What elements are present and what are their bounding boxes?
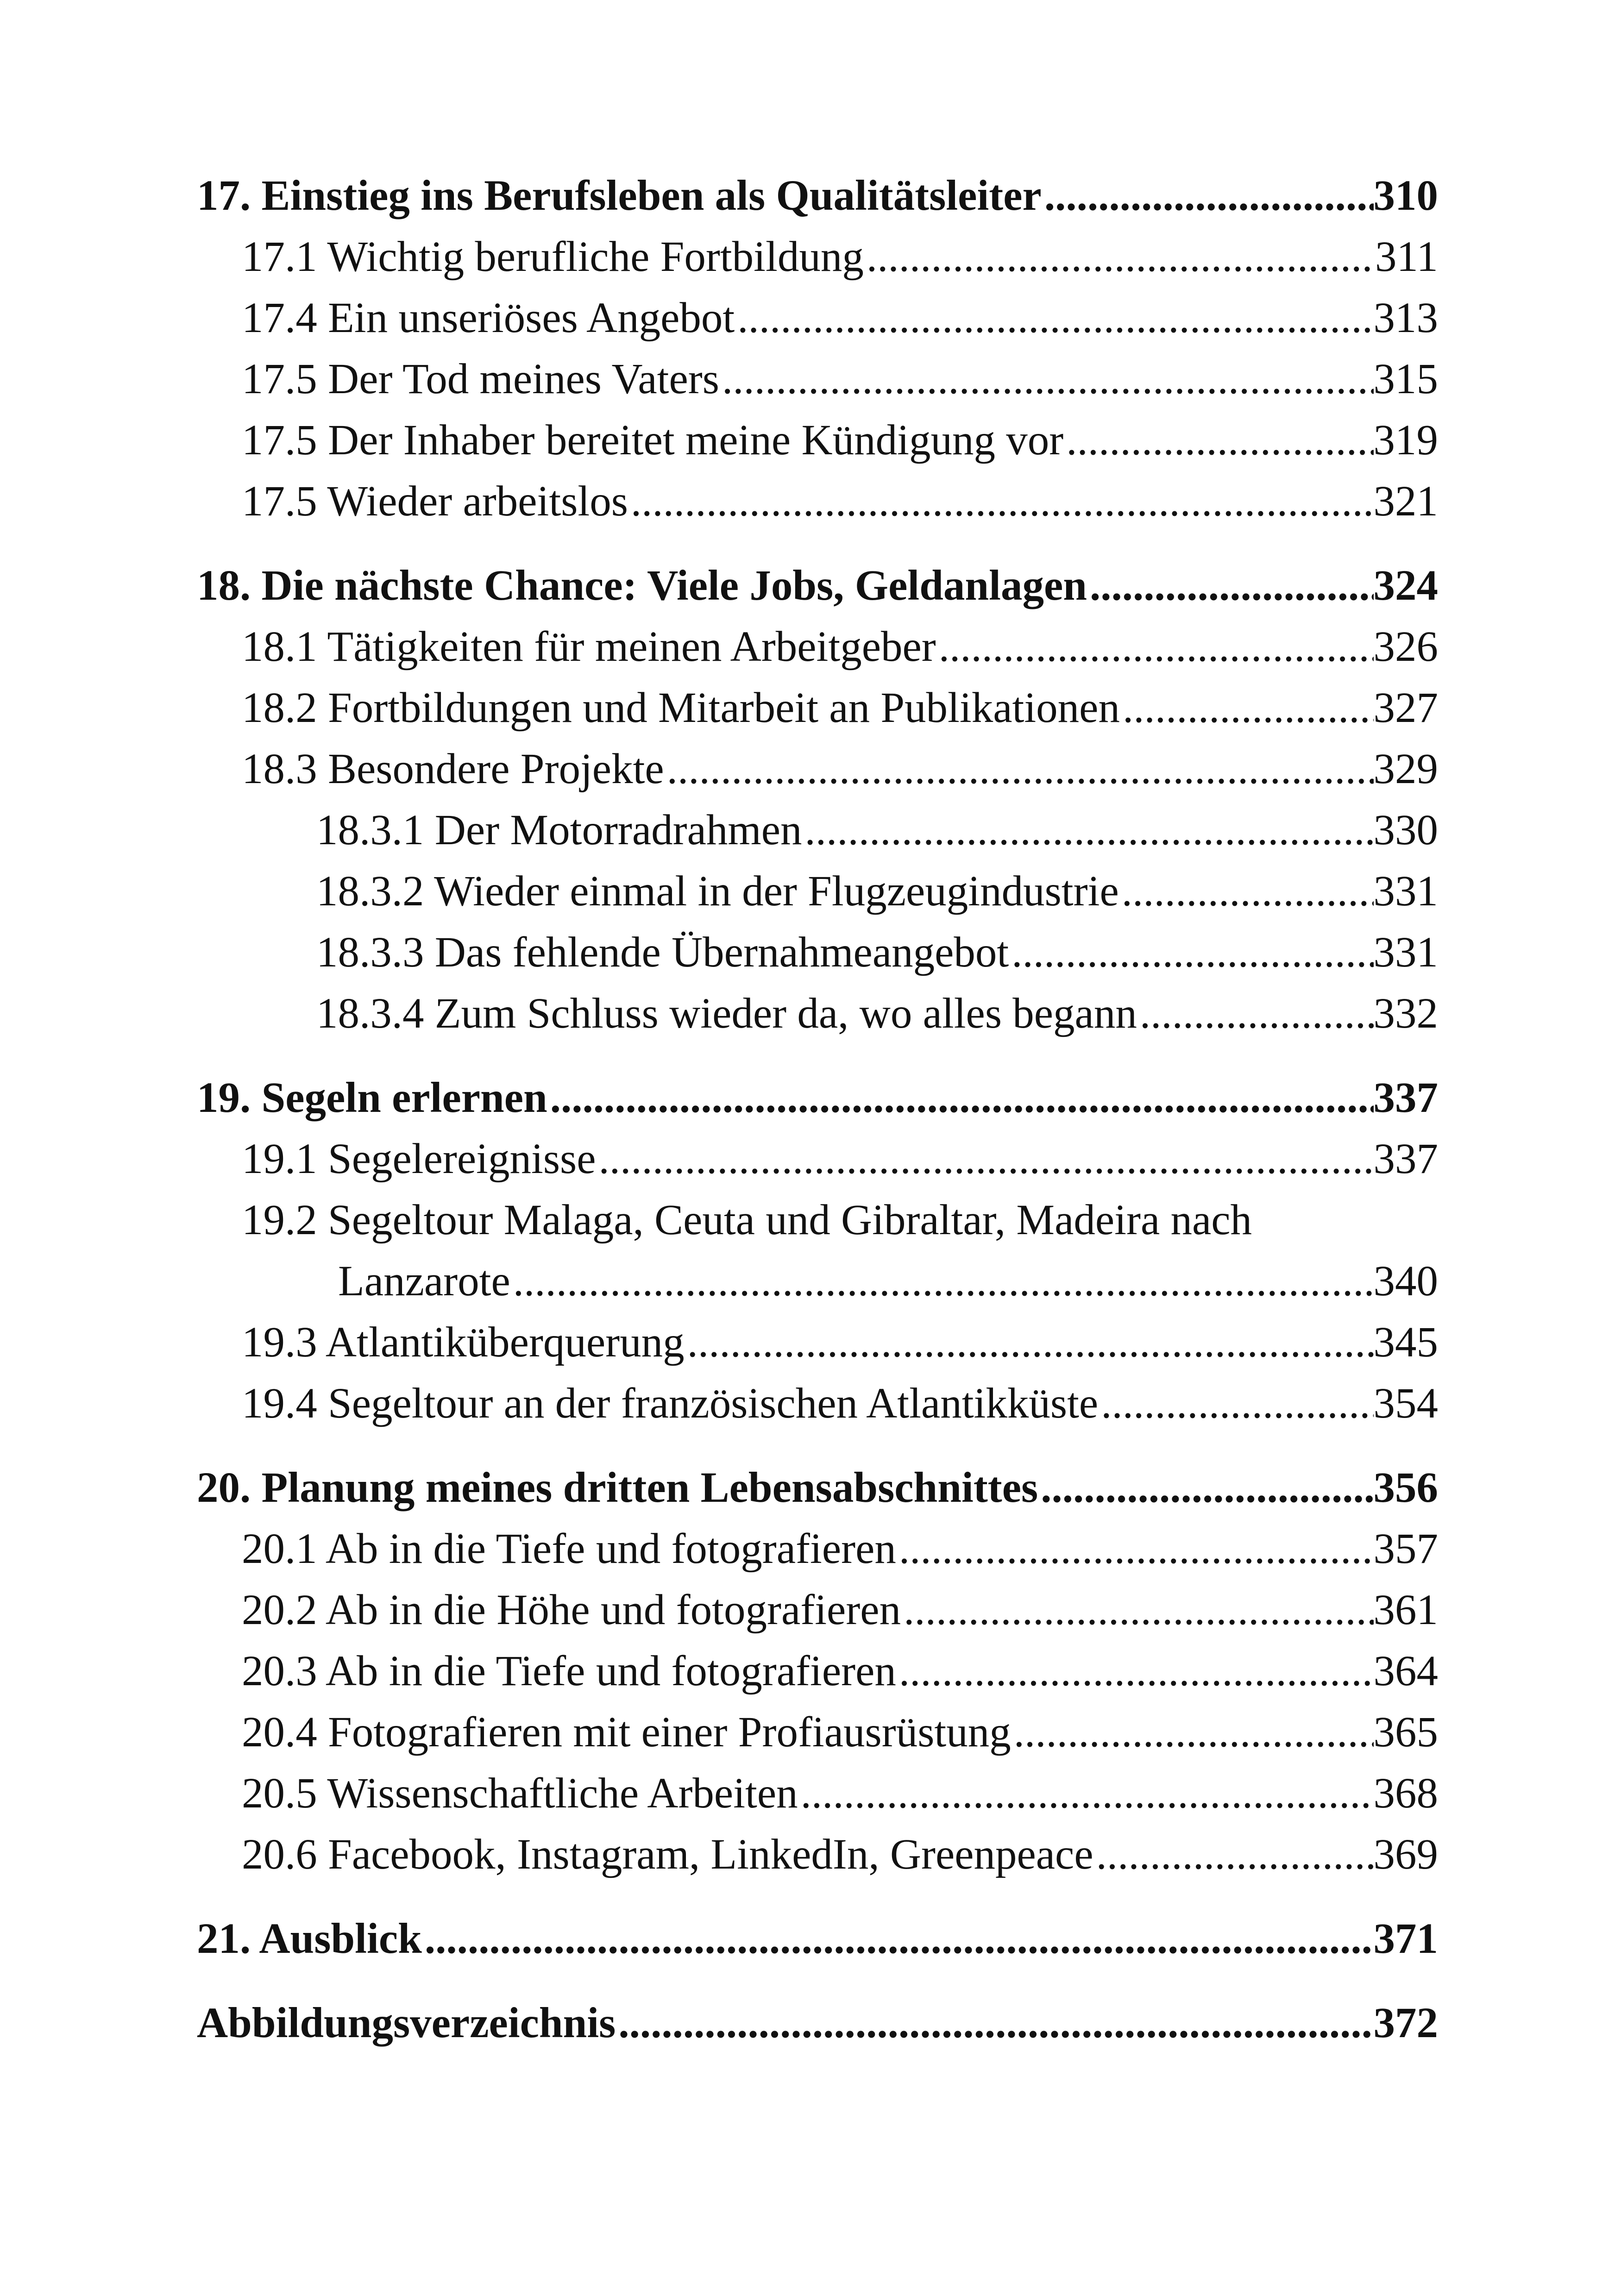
toc-page-number: 331 — [1373, 867, 1438, 915]
toc-entry-label: 20.5 Wissenschaftliche Arbeiten — [242, 1769, 798, 1817]
toc-entry-label: 18. Die nächste Chance: Viele Jobs, Geldanlagen — [197, 562, 1087, 609]
toc-entry-list-of-figures[interactable] — [0, 1998, 1621, 2049]
toc-entry-label: 19.4 Segeltour an der französischen Atlantikküste — [242, 1380, 1099, 1427]
toc-entry-section-20-3[interactable] — [0, 1646, 1621, 1697]
toc-page-number: 345 — [1373, 1318, 1438, 1366]
toc-entry-section-17-1[interactable] — [0, 232, 1621, 282]
dot-leader — [1038, 1462, 1373, 1513]
toc-page-number: 337 — [1373, 1135, 1438, 1183]
toc-page-number: 326 — [1373, 623, 1438, 671]
toc-page-number: 368 — [1373, 1769, 1438, 1817]
toc-page-number: 313 — [1373, 294, 1438, 342]
toc-page-number: 371 — [1373, 1915, 1438, 1963]
dot-leader — [896, 1646, 1374, 1697]
toc-entry-label: 18.3.4 Zum Schluss wieder da, wo alles begann — [316, 990, 1137, 1037]
toc-entry-label: 18.3.3 Das fehlende Übernahmeangebot — [316, 928, 1009, 976]
toc-entry-section-18-2[interactable] — [0, 683, 1621, 734]
toc-entry-label: 18.3 Besondere Projekte — [242, 745, 664, 793]
toc-entry-chapter-20[interactable] — [0, 1462, 1621, 1513]
toc-page-number: 361 — [1373, 1586, 1438, 1634]
toc-entry-label: 18.2 Fortbildungen und Mitarbeit an Publikationen — [242, 684, 1120, 732]
dot-leader — [1087, 560, 1374, 611]
toc-page-number: 354 — [1373, 1380, 1438, 1427]
dot-leader — [798, 1768, 1374, 1819]
toc-entry-label: Abbildungsverzeichnis — [197, 1999, 616, 2047]
toc-page-number: 311 — [1375, 233, 1438, 281]
toc-entry-label: Lanzarote — [338, 1257, 510, 1305]
toc-page-number: 364 — [1373, 1647, 1438, 1695]
toc-entry-chapter-21[interactable] — [0, 1913, 1621, 1964]
dot-leader — [1098, 1378, 1373, 1429]
dot-leader — [547, 1073, 1374, 1123]
toc-entry-label: 17.4 Ein unseriöses Angebot — [242, 294, 735, 342]
toc-entry-subsection-18-3-2[interactable] — [0, 866, 1621, 917]
toc-entry-section-19-1[interactable] — [0, 1134, 1621, 1185]
toc-entry-section-17-5-arbeitslos[interactable] — [0, 476, 1621, 527]
toc-page-number: 340 — [1373, 1257, 1438, 1305]
toc-page-number: 330 — [1373, 806, 1438, 854]
toc-entry-label: 19. Segeln erlernen — [197, 1074, 547, 1122]
toc-entry-section-19-3[interactable] — [0, 1317, 1621, 1368]
toc-entry-section-20-1[interactable] — [0, 1524, 1621, 1575]
dot-leader — [1119, 866, 1374, 917]
toc-entry-label: 20.3 Ab in die Tiefe und fotografieren — [242, 1647, 896, 1695]
dot-leader — [685, 1317, 1374, 1368]
toc-entry-section-18-1[interactable] — [0, 621, 1621, 672]
dot-leader — [1137, 988, 1374, 1039]
toc-page-number: 315 — [1373, 355, 1438, 403]
toc-entry-label: 18.1 Tätigkeiten für meinen Arbeitgeber — [242, 623, 936, 671]
toc-page-number: 331 — [1373, 928, 1438, 976]
toc-entry-section-20-6[interactable] — [0, 1829, 1621, 1880]
dot-leader — [936, 621, 1374, 672]
dot-leader — [664, 744, 1374, 795]
toc-entry-section-17-5-tod[interactable] — [0, 354, 1621, 405]
toc-page-number: 372 — [1373, 1999, 1438, 2047]
dot-leader — [616, 1998, 1373, 2049]
toc-page-number: 321 — [1373, 477, 1438, 525]
toc-entry-section-18-3[interactable] — [0, 744, 1621, 795]
toc-page-number: 332 — [1373, 990, 1438, 1037]
toc-page-number: 357 — [1373, 1525, 1438, 1573]
toc-page-number: 369 — [1373, 1831, 1438, 1878]
toc-entry-section-19-2[interactable] — [0, 1256, 1621, 1307]
toc-entry-label: 17. Einstieg ins Berufsleben als Qualitätsleiter — [197, 172, 1042, 220]
dot-leader — [901, 1585, 1373, 1636]
toc-entry-label: 19.3 Atlantiküberquerung — [242, 1318, 685, 1366]
toc-entry-section-20-2[interactable] — [0, 1585, 1621, 1636]
toc-entry-section-19-4[interactable] — [0, 1378, 1621, 1429]
dot-leader — [896, 1524, 1374, 1575]
dot-leader — [719, 354, 1374, 405]
toc-entry-label: 20.6 Facebook, Instagram, LinkedIn, Greenpeace — [242, 1831, 1093, 1878]
toc-entry-label: 18.3.1 Der Motorradrahmen — [316, 806, 802, 854]
toc-entry-section-19-2-first-line[interactable]: 19.2 Segeltour Malaga, Ceuta und Gibraltar, Madeira nach — [242, 1196, 1252, 1244]
toc-entry-section-20-5[interactable] — [0, 1768, 1621, 1819]
dot-leader — [596, 1134, 1373, 1185]
dot-leader — [1042, 170, 1374, 221]
toc-page-number: 337 — [1373, 1074, 1438, 1122]
dot-leader — [1009, 927, 1373, 978]
toc-page-number: 319 — [1373, 416, 1438, 464]
dot-leader — [1063, 415, 1373, 466]
toc-entry-label: 19.1 Segelereignisse — [242, 1135, 596, 1183]
dot-leader — [422, 1913, 1374, 1964]
dot-leader — [510, 1256, 1374, 1307]
toc-entry-label: 17.5 Wieder arbeitslos — [242, 477, 628, 525]
toc-page-number: 324 — [1373, 562, 1438, 609]
dot-leader — [802, 805, 1374, 856]
toc-entry-label: 20. Planung meines dritten Lebensabschnittes — [197, 1464, 1038, 1512]
toc-page-number: 365 — [1373, 1708, 1438, 1756]
toc-entry-label: 18.3.2 Wieder einmal in der Flugzeugindustrie — [316, 867, 1119, 915]
dot-leader — [1011, 1707, 1374, 1758]
toc-entry-label: 17.5 Der Tod meines Vaters — [242, 355, 719, 403]
toc-entry-section-17-5-kuendigung[interactable] — [0, 415, 1621, 466]
toc-page-number: 356 — [1373, 1464, 1438, 1512]
toc-page-number: 310 — [1373, 172, 1438, 220]
toc-entry-label: 21. Ausblick — [197, 1915, 422, 1963]
toc-page-number: 327 — [1373, 684, 1438, 732]
toc-entry-section-20-4[interactable] — [0, 1707, 1621, 1758]
toc-entry-subsection-18-3-4[interactable] — [0, 988, 1621, 1039]
toc-page-number: 329 — [1373, 745, 1438, 793]
dot-leader — [864, 232, 1375, 282]
dot-leader — [1120, 683, 1374, 734]
toc-entry-chapter-18[interactable] — [0, 560, 1621, 611]
dot-leader — [735, 293, 1373, 344]
toc-entry-label: 20.4 Fotografieren mit einer Profiausrüstung — [242, 1708, 1011, 1756]
toc-entry-label: 20.2 Ab in die Höhe und fotografieren — [242, 1586, 901, 1634]
dot-leader — [628, 476, 1374, 527]
toc-entry-chapter-19[interactable] — [0, 1073, 1621, 1123]
dot-leader — [1093, 1829, 1374, 1880]
toc-entry-label: 17.5 Der Inhaber bereitet meine Kündigung vor — [242, 416, 1064, 464]
toc-entry-chapter-17[interactable] — [0, 170, 1621, 221]
toc-entry-label: 20.1 Ab in die Tiefe und fotografieren — [242, 1525, 896, 1573]
toc-entry-label: 17.1 Wichtig berufliche Fortbildung — [242, 233, 864, 281]
toc-entry-section-17-4[interactable] — [0, 293, 1621, 344]
toc-entry-subsection-18-3-3[interactable] — [0, 927, 1621, 978]
toc-entry-subsection-18-3-1[interactable] — [0, 805, 1621, 856]
